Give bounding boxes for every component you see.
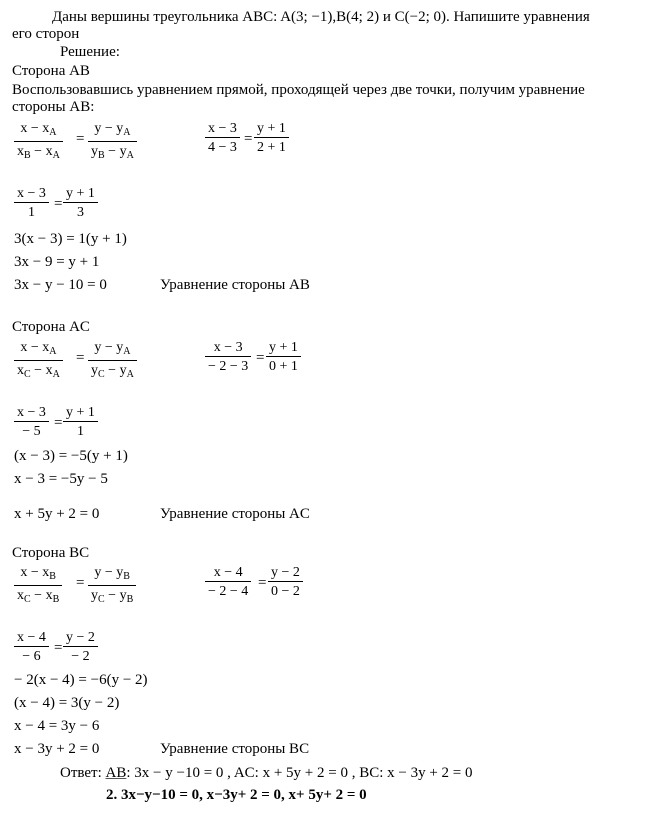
answer-equations: : 3x − y −10 = 0 , AC: x + 5y + 2 = 0 , BC: x − 3y + 2 = 0 bbox=[126, 765, 473, 781]
equals-sign: = bbox=[54, 196, 63, 212]
bc-step-1: − 2(x − 4) = −6(y − 2) bbox=[14, 672, 148, 688]
bc-result-label: Уравнение стороны BC bbox=[160, 741, 310, 757]
ac-step-1: (x − 3) = −5(y + 1) bbox=[14, 448, 128, 464]
ab-simplified-fraction-y: $\frac{y + 1}{3}$ bbox=[63, 186, 98, 221]
ab-intro-1: Воспользовавшись уравнением прямой, проходящей через две точки, получим уравнение bbox=[12, 82, 585, 98]
bc-substituted-fraction-y: $\frac{y - 2}{0 - 2}$ bbox=[268, 565, 303, 600]
problem-line-1: Даны вершины треугольника ABC: A(3; −1),B(4; 2) и C(−2; 0). Напишите уравнения bbox=[52, 9, 590, 25]
ab-substituted-fraction-y: $\frac{y + 1}{2 + 1}$ bbox=[254, 121, 289, 156]
equals-sign: = bbox=[256, 350, 265, 366]
ab-general-fraction-y: $\frac{y - y_A}{y_B - y_A}$ bbox=[88, 121, 137, 164]
equals-sign: = bbox=[54, 415, 63, 431]
answer-line bbox=[60, 764, 473, 782]
ab-result: 3x − y − 10 = 0 bbox=[14, 277, 107, 293]
equals-sign: = bbox=[76, 131, 85, 147]
ac-general-fraction-x: $\frac{x - x_A}{x_C - x_A}$ bbox=[14, 340, 63, 383]
equals-sign: = bbox=[258, 575, 267, 591]
ab-heading: Сторона AB bbox=[12, 63, 90, 79]
bc-substituted-fraction-x: $\frac{x - 4}{- 2 - 4}$ bbox=[205, 565, 251, 600]
bc-step-2: (x − 4) = 3(y − 2) bbox=[14, 695, 120, 711]
bc-result: x − 3y + 2 = 0 bbox=[14, 741, 100, 757]
ac-result: x + 5y + 2 = 0 bbox=[14, 506, 100, 522]
equals-sign: = bbox=[54, 640, 63, 656]
solution-label: Решение: bbox=[60, 44, 120, 60]
bc-simplified-fraction-y: $\frac{y - 2}{- 2}$ bbox=[63, 630, 98, 665]
ab-general-fraction-x: $\frac{x - x_A}{x_B - x_A}$ bbox=[14, 121, 63, 164]
ac-step-2: x − 3 = −5y − 5 bbox=[14, 471, 108, 487]
bc-heading: Сторона BC bbox=[12, 545, 90, 561]
ab-substituted-fraction-x: $\frac{x - 3}{4 - 3}$ bbox=[205, 121, 240, 156]
bc-general-fraction-y: $\frac{y - y_B}{y_C - y_B}$ bbox=[88, 565, 136, 608]
bc-step-3: x − 4 = 3y − 6 bbox=[14, 718, 100, 734]
ab-simplified-fraction-x: $\frac{x - 3}{1}$ bbox=[14, 186, 49, 221]
bc-simplified-fraction-x: $\frac{x - 4}{- 6}$ bbox=[14, 630, 49, 665]
ab-intro-2: стороны AB: bbox=[12, 99, 95, 115]
ac-heading: Сторона AC bbox=[12, 319, 90, 335]
ac-general-fraction-y: $\frac{y - y_A}{y_C - y_A}$ bbox=[88, 340, 137, 383]
ab-result-label: Уравнение стороны AB bbox=[160, 277, 310, 293]
equals-sign: = bbox=[244, 131, 253, 147]
ac-result-label: Уравнение стороны AC bbox=[160, 506, 310, 522]
problem-line-2: его сторон bbox=[12, 26, 80, 42]
answer-option: 2. 3x−y−10 = 0, x−3y+ 2 = 0, x+ 5y+ 2 = 0 bbox=[106, 787, 367, 803]
ac-simplified-fraction-x: $\frac{x - 3}{- 5}$ bbox=[14, 405, 49, 440]
ac-simplified-fraction-y: $\frac{y + 1}{1}$ bbox=[63, 405, 98, 440]
answer-ab-label: AB bbox=[105, 765, 127, 781]
ab-step-1: 3(x − 3) = 1(y + 1) bbox=[14, 231, 127, 247]
ab-step-2: 3x − 9 = y + 1 bbox=[14, 254, 100, 270]
ac-substituted-fraction-y: $\frac{y + 1}{0 + 1}$ bbox=[266, 340, 301, 375]
equals-sign: = bbox=[76, 350, 85, 366]
bc-general-fraction-x: $\frac{x - x_B}{x_C - x_B}$ bbox=[14, 565, 62, 608]
equals-sign: = bbox=[76, 575, 85, 591]
ac-substituted-fraction-x: $\frac{x - 3}{- 2 - 3}$ bbox=[205, 340, 251, 375]
answer-prefix: Ответ: bbox=[60, 765, 106, 781]
